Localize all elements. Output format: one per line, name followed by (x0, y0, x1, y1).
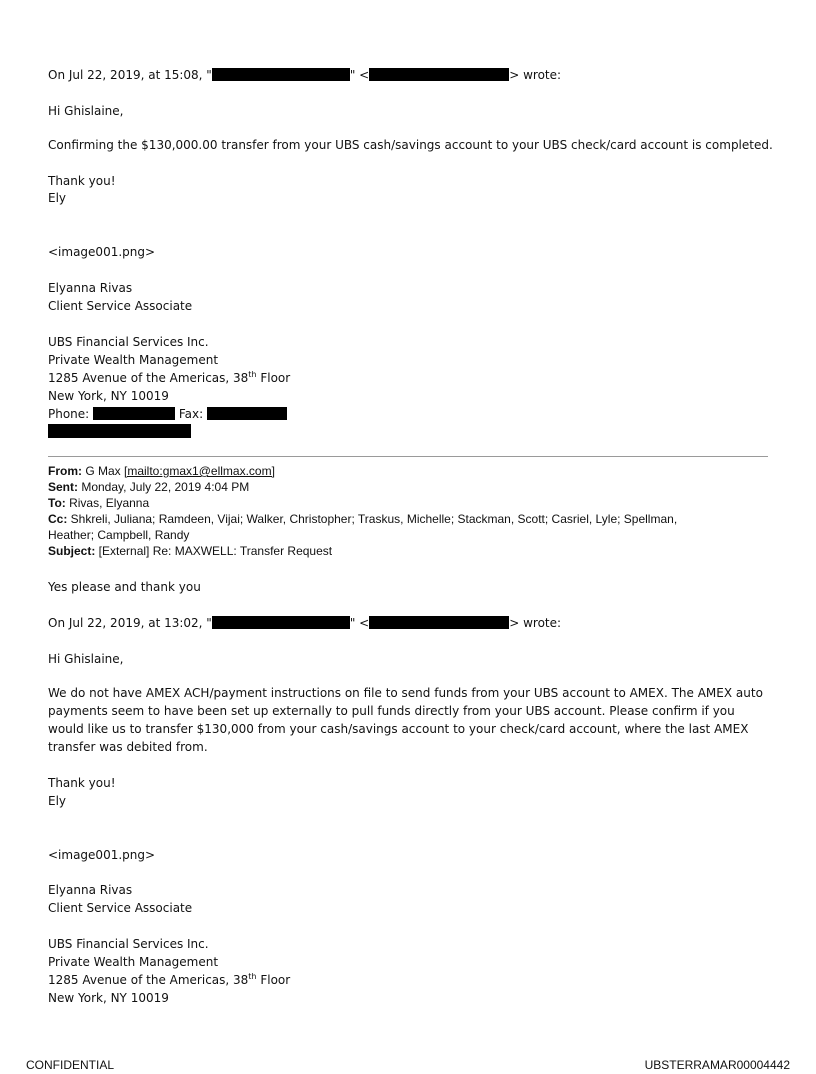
message-reply: Yes please and thank you (48, 580, 201, 594)
sender-email-link[interactable]: [mailto:gmax1@ellmax.com] (124, 464, 275, 478)
redaction-block (48, 424, 191, 438)
reply2-thanks: Thank you! (48, 776, 116, 790)
confidential-label: CONFIDENTIAL (26, 1058, 115, 1072)
reply1-sign: Ely (48, 191, 67, 205)
reply1-address-line2: New York, NY 10019 (48, 389, 169, 403)
reply1-body: Confirming the $130,000.00 transfer from your UBS cash/savings account to your UBS check/card account is completed. (48, 138, 773, 152)
header-from: From: G Max [mailto:gmax1@ellmax.com] (48, 464, 275, 478)
redaction-block (212, 616, 350, 629)
redaction-block (93, 407, 175, 420)
reply1-thanks: Thank you! (48, 174, 116, 188)
redaction-block (369, 616, 509, 629)
reply2-sign: Ely (48, 794, 67, 808)
bates-number: UBSTERRAMAR00004442 (644, 1058, 790, 1072)
reply1-company: UBS Financial Services Inc. (48, 335, 209, 349)
reply2-division: Private Wealth Management (48, 955, 219, 969)
reply2-company: UBS Financial Services Inc. (48, 937, 209, 951)
header-sent: Sent: Monday, July 22, 2019 4:04 PM (48, 480, 250, 494)
redaction-block (369, 68, 509, 81)
reply2-intro: On Jul 22, 2019, at 13:02, " " < > wrote: (48, 616, 562, 630)
reply2-address-line2: New York, NY 10019 (48, 991, 169, 1005)
header-subject: Subject: [External] Re: MAXWELL: Transfer Request (48, 544, 333, 558)
header-cc-continued: Heather; Campbell, Randy (48, 528, 190, 542)
reply1-signature-name: Elyanna Rivas (48, 281, 133, 295)
reply2-address-line1: 1285 Avenue of the Americas, 38th Floor (48, 972, 291, 987)
header-cc: Cc: Shkreli, Juliana; Ramdeen, Vijai; Walker, Christopher; Traskus, Michelle; Stackman, Scott; Casriel, Lyle; Spellman, (48, 512, 678, 526)
reply1-division: Private Wealth Management (48, 353, 219, 367)
reply2-signature-name: Elyanna Rivas (48, 883, 133, 897)
reply1-greeting: Hi Ghislaine, (48, 104, 124, 118)
reply1-image-placeholder: <image001.png> (48, 245, 156, 259)
reply1-email-redacted (48, 423, 191, 441)
redaction-block (212, 68, 350, 81)
header-to: To: Rivas, Elyanna (48, 496, 150, 510)
reply1-intro: On Jul 22, 2019, at 15:08, " " < > wrote: (48, 68, 562, 82)
message-divider (48, 456, 768, 457)
reply1-address-line1: 1285 Avenue of the Americas, 38th Floor (48, 370, 291, 385)
reply2-body: We do not have AMEX ACH/payment instructions on file to send funds from your UBS account to AMEX. The AMEX auto payments seem to have been set up externally to pull funds directly from your UBS account. Please confirm if you would like us to transfer $130,000 from your cash/savings account to your check/card account, where the last AMEX transfer was debited from. (48, 686, 763, 754)
reply2-greeting: Hi Ghislaine, (48, 652, 124, 666)
reply2-image-placeholder: <image001.png> (48, 848, 156, 862)
reply2-signature-title: Client Service Associate (48, 901, 193, 915)
redaction-block (207, 407, 287, 420)
reply1-phone-fax: Phone: Fax: (48, 405, 287, 423)
reply1-signature-title: Client Service Associate (48, 299, 193, 313)
